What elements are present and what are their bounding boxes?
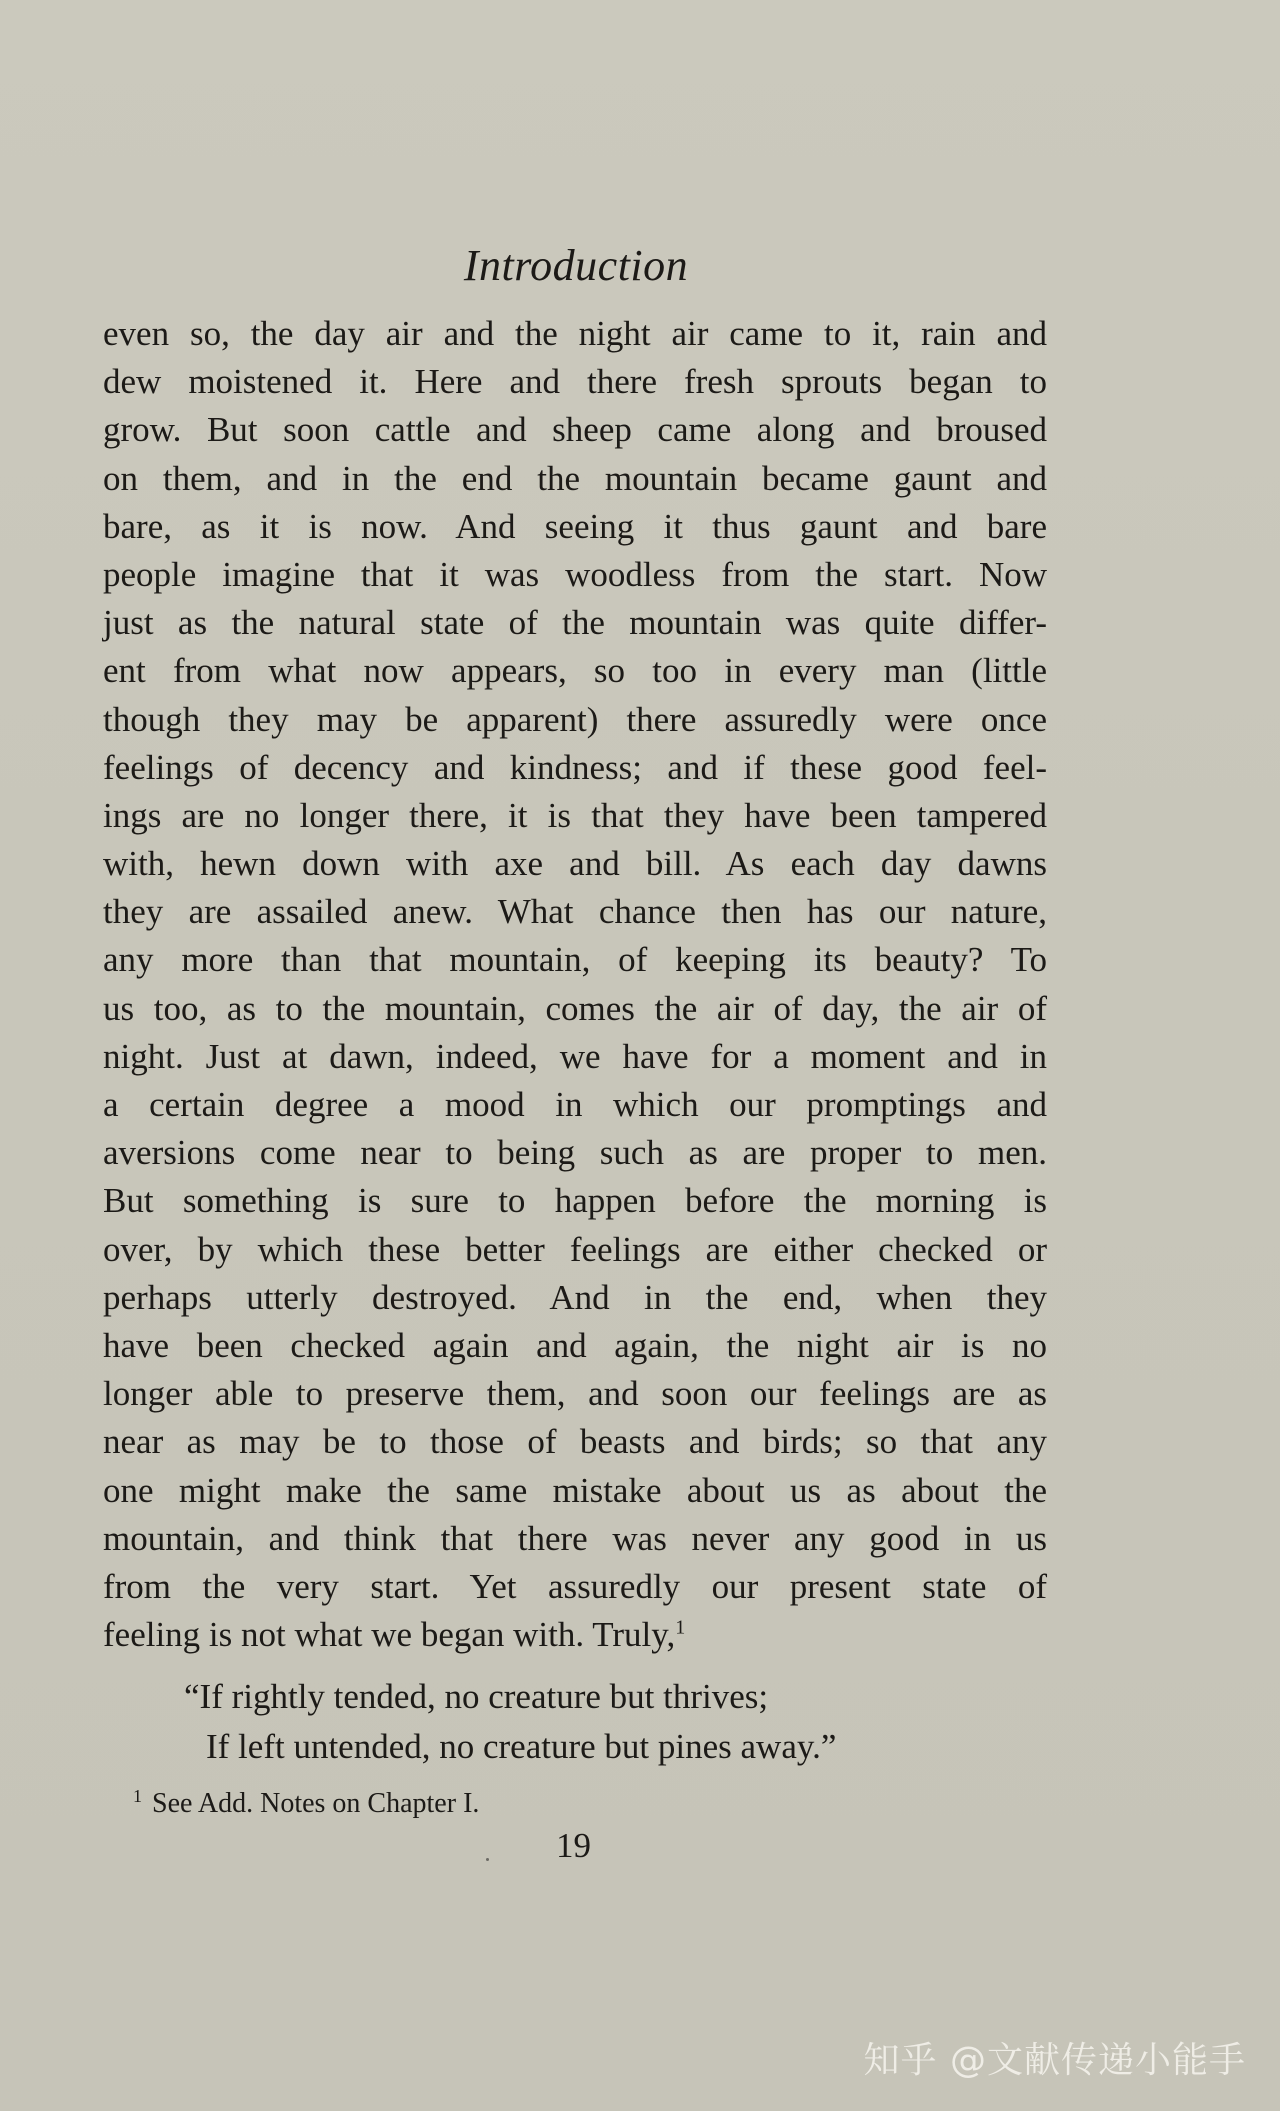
text-line: night. Just at dawn, indeed, we have for a moment and in — [103, 1036, 1047, 1076]
verse-line-1: “If rightly tended, no creature but thrives; — [184, 1677, 769, 1716]
verse-quote — [184, 1672, 836, 1772]
text-line: on them, and in the end the mountain became gaunt and — [103, 458, 1047, 498]
text-line: have been checked again and again, the night air is no — [103, 1325, 1047, 1365]
text-line: perhaps utterly destroyed. And in the end, when they — [103, 1277, 1047, 1317]
text-line: people imagine that it was woodless from the start. Now — [103, 554, 1047, 594]
text-line: us too, as to the mountain, comes the air of day, the air of — [103, 988, 1047, 1028]
footnote-text: See Add. Notes on Chapter I. — [152, 1788, 480, 1819]
text-line: dew moistened it. Here and there fresh sprouts began to — [103, 362, 1047, 402]
print-speck — [486, 1858, 489, 1861]
text-line: But something is sure to happen before the morning is — [103, 1181, 1047, 1221]
verse-line-2: If left untended, no creature but pines away.” — [206, 1727, 837, 1766]
page-number: 19 — [556, 1826, 591, 1865]
text-line: a certain degree a mood in which our promptings and — [103, 1085, 1047, 1124]
text-line-last — [103, 1611, 1047, 1659]
text-line: though they may be apparent) there assuredly were once — [103, 699, 1047, 739]
text-line: bare, as it is now. And seeing it thus gaunt and bare — [103, 506, 1047, 546]
text-line: from the very start. Yet assuredly our present state of — [103, 1566, 1047, 1606]
text-line: aversions come near to being such as are proper to men. — [103, 1133, 1047, 1173]
text-line: grow. But soon cattle and sheep came along and broused — [103, 410, 1047, 450]
text-line: one might make the same mistake about us as about the — [103, 1470, 1047, 1510]
text-line: even so, the day air and the night air came to it, rain and — [103, 314, 1047, 353]
running-header: Introduction — [463, 241, 689, 290]
text-line-last-content: feeling is not what we began with. Truly, — [103, 1615, 676, 1655]
text-line: just as the natural state of the mountain was quite differ- — [103, 603, 1047, 643]
text-line: over, by which these better feelings are either checked or — [103, 1229, 1047, 1269]
text-line: feelings of decency and kindness; and if these good feel- — [103, 747, 1047, 787]
text-line: near as may be to those of beasts and birds; so that any — [103, 1422, 1047, 1462]
text-line: ings are no longer there, it is that they have been tampered — [103, 795, 1047, 835]
text-line: longer able to preserve them, and soon our feelings are as — [103, 1374, 1047, 1414]
watermark: 知乎 @文献传递小能手 — [863, 2040, 1246, 2081]
footnote-reference[interactable]: 1 — [675, 1616, 686, 1639]
footnote — [133, 1785, 480, 1820]
text-line: mountain, and think that there was never any good in us — [103, 1518, 1047, 1558]
text-line: they are assailed anew. What chance then has our nature, — [103, 892, 1047, 932]
text-line: ent from what now appears, so too in every man (little — [103, 651, 1047, 691]
text-line: with, hewn down with axe and bill. As each day dawns — [103, 844, 1047, 884]
footnote-mark: 1 — [133, 1785, 142, 1806]
text-line: any more than that mountain, of keeping its beauty? To — [103, 940, 1047, 980]
body-text — [103, 310, 1047, 1659]
